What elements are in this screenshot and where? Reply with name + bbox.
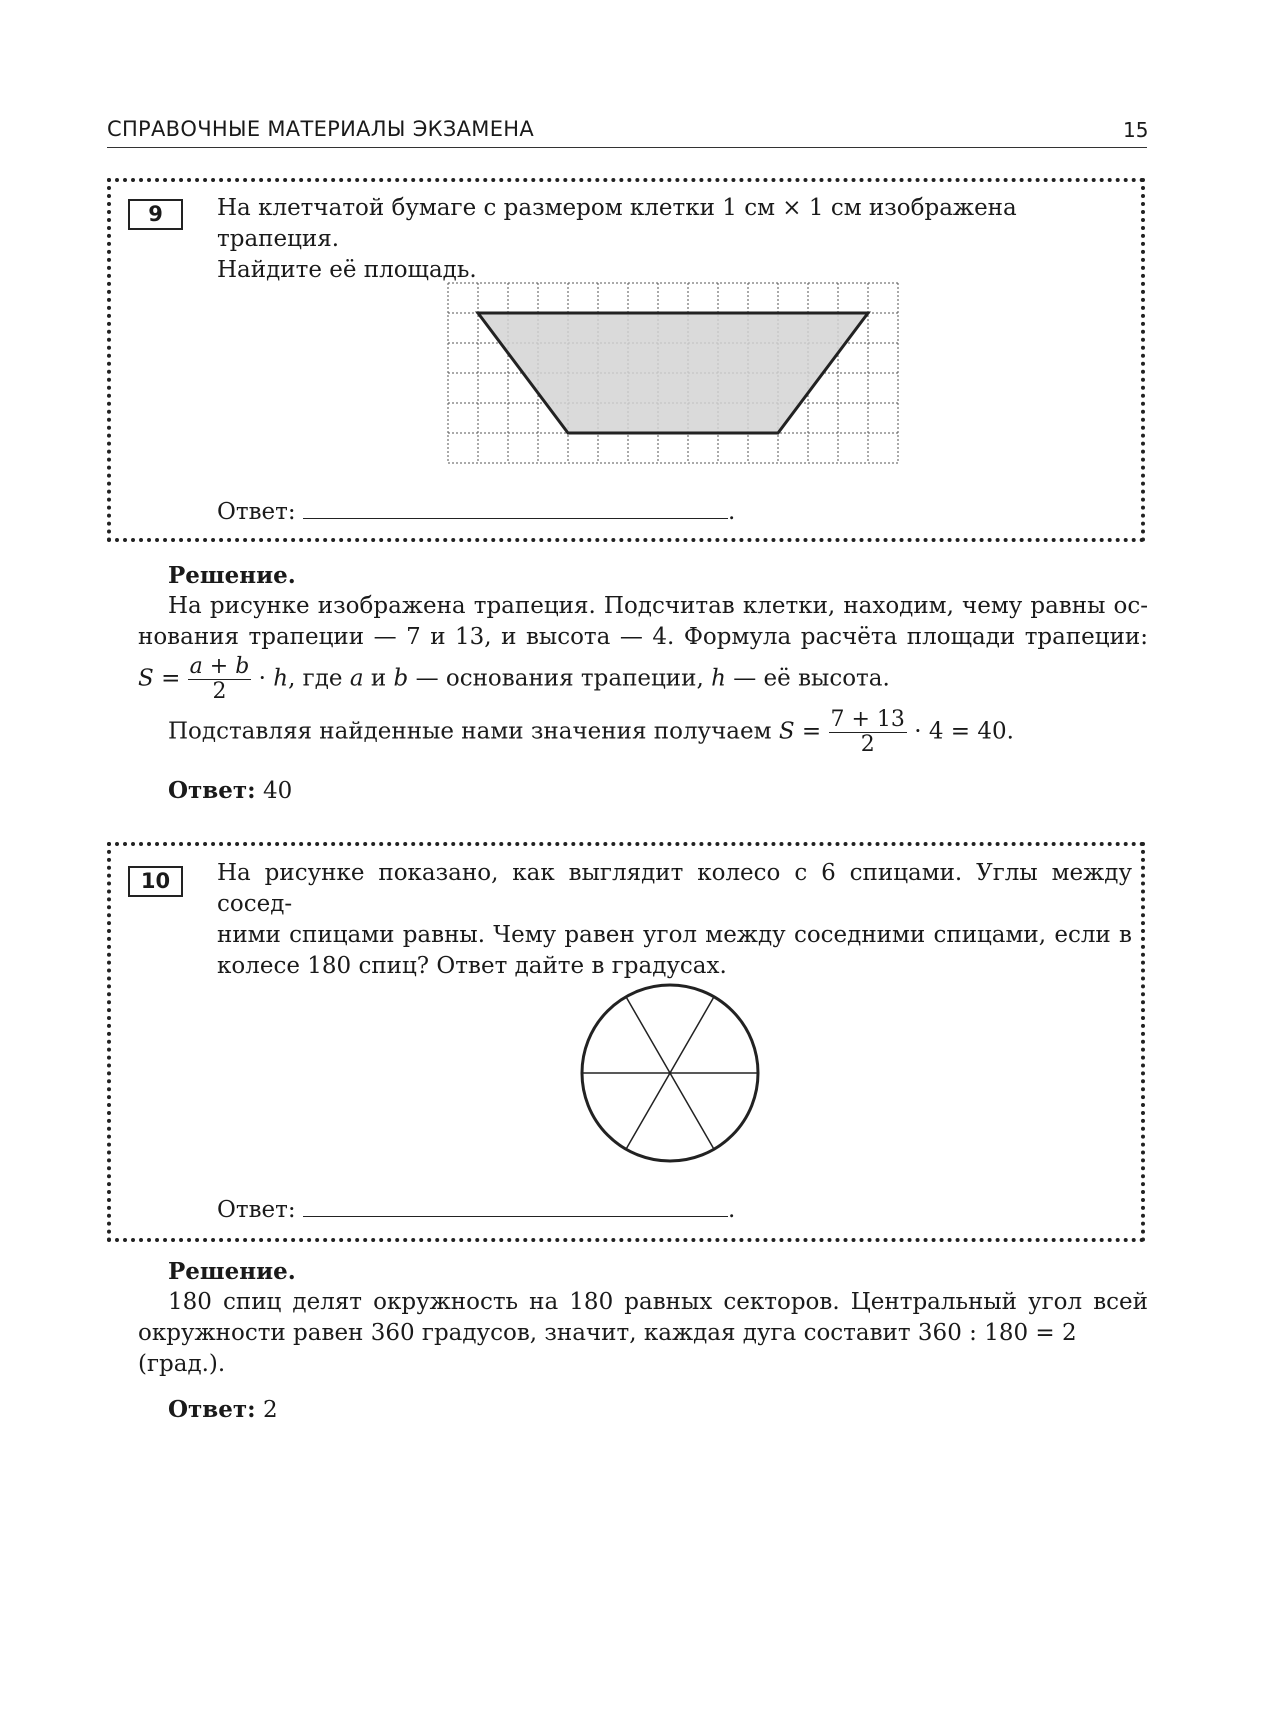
solution-10-line-2: окружности равен 360 градусов, значит, каждая дуга составит 360 : 180 = 2 (град.). [138,1320,1077,1377]
answer-label: Ответ: [168,1396,256,1423]
formula-h-2: h [711,665,726,692]
task-10-line-2: ними спицами равны. Чему равен угол между соседними спицами, если в [217,922,1132,948]
formula-b: b [393,665,409,692]
solution-9 [138,560,1148,807]
solution-9-formula-line [138,655,1148,704]
solution-10-line-1: 180 спиц делят окружность на 180 равных секторов. Центральный угол всей [168,1289,1148,1315]
formula-text-2: — основания трапеции, [415,665,704,692]
task-10-number: 10 [128,866,183,897]
answer-input-line[interactable] [303,1196,728,1217]
header-rule [107,147,1147,148]
formula-text-1: , где [288,665,343,692]
formula-eq: = [161,665,181,692]
formula-h: h [273,665,289,692]
task-9-text [217,193,1132,286]
task-9-answer [217,497,735,528]
substitution-eq: = [801,718,822,745]
wheel-spoke [670,997,714,1073]
answer-label: Ответ: [168,777,256,804]
formula-text-3: — её высота. [733,665,890,692]
solution-9-line-1: На рисунке изображена трапеция. Подсчитав клетки, находим, чему равны ос- [168,593,1148,619]
page-number: 15 [1123,118,1149,142]
task-10-text [217,858,1132,982]
solution-10 [138,1256,1148,1426]
formula-dot: · [258,665,266,692]
task-10-line-3: колесе 180 спиц? Ответ дайте в градусах. [217,953,727,979]
running-header: СПРАВОЧНЫЕ МАТЕРИАЛЫ ЭКЗАМЕНА [107,117,535,141]
task-10-answer [217,1195,735,1226]
answer-value: 2 [262,1397,278,1423]
wheel-figure [575,978,765,1168]
trapezoid [478,313,868,433]
answer-input-line[interactable] [303,498,728,519]
solution-9-substitution [138,708,1148,757]
answer-value: 40 [262,778,293,804]
task-9-line-2: Найдите её площадь. [217,257,477,283]
task-10-line-1: На рисунке показано, как выглядит колесо с 6 спицами. Углы между сосед- [217,860,1132,917]
answer-end: . [727,1197,736,1223]
solution-9-heading: Решение. [168,562,296,589]
formula-and: и [370,665,387,692]
wheel [582,985,758,1161]
wheel-spoke [626,997,670,1073]
task-9-line-1: На клетчатой бумаге с размером клетки 1 см × 1 см изображена трапеция. [217,195,1017,252]
formula-a: a [349,665,364,692]
substitution-numerator: 7 + 13 [830,707,905,732]
wheel-spoke [670,1073,714,1149]
formula-denominator: 2 [212,679,227,704]
answer-label: Ответ: [217,499,296,525]
formula-s: S [138,665,154,692]
answer-label: Ответ: [217,1197,296,1223]
solution-10-heading: Решение. [168,1258,296,1285]
substitution-s: S [778,718,795,745]
substitution-result: · 4 = 40. [914,718,1014,745]
substitution-denominator: 2 [860,732,875,757]
wheel-spoke [626,1073,670,1149]
substitution-fraction [829,708,907,757]
solution-10-answer [138,1394,1148,1426]
solution-9-answer [138,775,1148,807]
task-9-number: 9 [128,199,183,230]
answer-end: . [727,499,736,525]
trapezoid-figure [440,280,900,465]
formula-fraction [188,655,252,704]
formula-numerator: a + b [189,654,250,679]
substitution-text: Подставляя найденные нами значения получаем [168,718,772,745]
solution-9-line-2: нования трапеции — 7 и 13, и высота — 4. Формула расчёта площади трапеции: [138,624,1148,650]
